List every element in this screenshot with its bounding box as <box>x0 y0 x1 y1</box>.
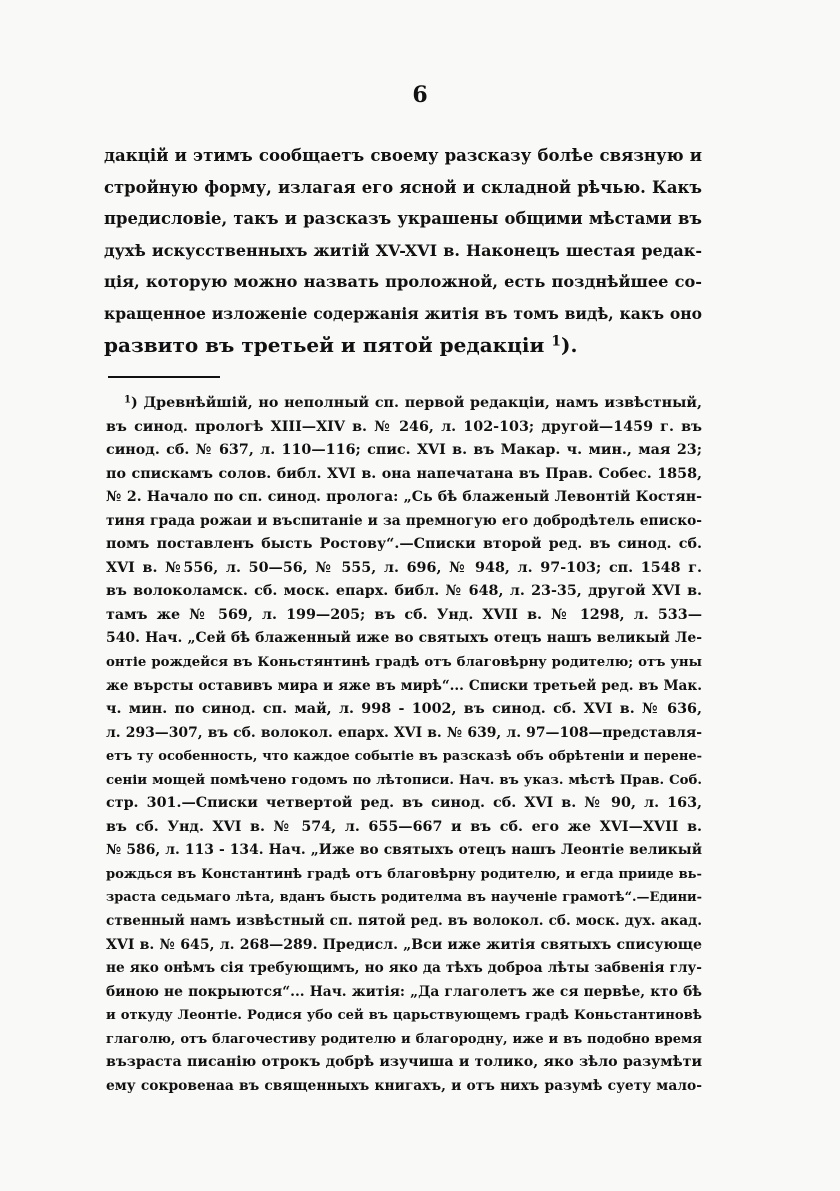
footnote-line: ч. мин. по синод. сп. май, л. 998 - 1002, въ синод. сб. XVI в. № 636, <box>106 701 702 718</box>
page-number: 6 <box>412 82 428 108</box>
footnote-line: же върсты оставивъ мира и яже въ мирѣ“... Списки третьей ред. въ Мак. <box>106 677 702 694</box>
footnote-line: етъ ту особенность, что каждое событіе въ разсказѣ объ обрѣтеніи и перене- <box>106 749 702 765</box>
footnote-line: възраста писанію отрокъ добрѣ изучиша и толико, яко зѣло разумѣти <box>106 1054 702 1071</box>
main-line-text: развито въ третьей и пятой редакціи <box>104 332 545 357</box>
footnote-line: по спискамъ солов. библ. XVI в. она напечатана въ Прав. Собес. 1858, <box>106 465 702 482</box>
footnote-line: л. 293—307, въ сб. волокол. епарх. XVI в. № 639, л. 97—108—представля- <box>106 724 702 741</box>
footnote-line: въ волоколамск. сб. моск. епарх. библ. № 648, л. 23-35, другой XVI в. <box>106 583 702 600</box>
main-line: кращенное изложеніе содержанія житія въ томъ видѣ, какъ оно <box>104 303 702 323</box>
main-paragraph <box>104 140 702 361</box>
footnote-line: биною не покрыются“... Нач. житія: „Да глаголетъ же ся первѣе, кто бѣ <box>106 983 702 1000</box>
footnote <box>106 392 702 1098</box>
footnote-line: № 586, л. 113 - 134. Нач. „Иже во святыхъ отецъ нашъ Леонтіе великый <box>106 842 702 859</box>
footnote-line: XVI в. №556, л. 50—56, № 555, л. 696, № 948, л. 97-103; сп. 1548 г. <box>106 559 702 576</box>
footnote-line-first <box>106 392 702 416</box>
main-line: стройную форму, излагая его ясной и складной рѣчью. Какъ <box>104 177 702 197</box>
footnote-line: XVI в. № 645, л. 268—289. Предисл. „Вси иже житія святыхъ списующе <box>106 936 702 953</box>
footnote-line: тиня града рожаи и въспитаніе и за премногую его добродѣтель епиcко- <box>106 512 702 529</box>
footnote-separator <box>108 376 220 378</box>
footnote-reference: 1 <box>551 333 562 350</box>
footnote-line: въ сб. Унд. XVI в. № 574, л. 655—667 и въ сб. его же XVI—XVII в. <box>106 818 702 835</box>
main-line: дакцій и этимъ сообщаетъ своему разсказу болѣе связную и <box>104 145 702 165</box>
footnote-line: ственный намъ извѣстный сп. пятой ред. въ волокол. сб. моск. дух. акад. <box>106 913 702 930</box>
footnote-line: ему сокровенаа въ священныхъ книгахъ, и отъ нихъ разумѣ суету мало- <box>106 1077 702 1094</box>
footnote-line: въ синод. прологѣ XIII—XIV в. № 246, л. 102-103; другой—1459 г. въ <box>106 418 702 435</box>
main-line: ція, которую можно назвать проложной, есть позднѣйшее со- <box>104 272 702 292</box>
footnote-line: синод. сб. № 637, л. 110—116; спис. XVI в. въ Макар. ч. мин., мая 23; <box>106 442 702 459</box>
footnote-line: онтіе рождейся въ Коньстянтинѣ градѣ отъ благовѣрну родителю; отъ уны <box>106 655 702 671</box>
footnote-line: тамъ же № 569, л. 199—205; въ сб. Унд. XVII в. № 1298, л. 533— <box>106 606 702 623</box>
footnote-line: зраста седьмаго лѣта, вданъ бысть родителма въ наученіе грамотѣ“.—Едини- <box>106 890 702 906</box>
footnote-line: стр. 301.—Списки четвертой ред. въ синод. сб. XVI в. № 90, л. 163, <box>106 795 702 812</box>
footnote-line: рождься въ Константинѣ градѣ отъ благовѣрну родителю, и егда прииде вь- <box>106 866 702 882</box>
footnote-line-text: ) Древнѣйшій, но неполный сп. первой редакціи, намъ извѣстный, <box>130 395 702 411</box>
main-line-end: ). <box>561 332 578 357</box>
footnote-line: не яко онѣмъ сія требующимъ, но яко да тѣхъ доброа лѣты забвенія глу- <box>106 960 702 977</box>
footnote-line: помъ поставленъ бысть Ростову“.—Списки второй ред. въ синод. сб. <box>106 536 702 553</box>
footnote-line: и откуду Леонтіе. Родися убо сей въ царьствующемъ градѣ Коньстантиновѣ <box>106 1008 702 1024</box>
footnote-line: № 2. Начало по сп. синод. пролога: „Сь бѣ блаженый Левонтій Костян- <box>106 489 702 506</box>
footnote-marker: 1 <box>124 394 131 406</box>
footnote-line: сеніи мощей помѣчено годомъ по лѣтописи. Нач. въ указ. мѣстѣ Прав. Соб. <box>106 772 702 788</box>
main-line: предисловіе, такъ и разсказъ украшены общими мѣстами въ <box>104 209 702 229</box>
footnote-line: 540. Нач. „Сей бѣ блаженный иже во святыхъ отецъ нашъ великый Ле- <box>106 630 702 647</box>
main-line-last <box>104 330 702 362</box>
main-line: духѣ искусственныхъ житій XV-XVI в. Наконецъ шестая редак- <box>104 240 702 260</box>
footnote-line: глаголю, отъ благочестиву родителю и благородну, иже и въ подобно время <box>106 1031 702 1047</box>
